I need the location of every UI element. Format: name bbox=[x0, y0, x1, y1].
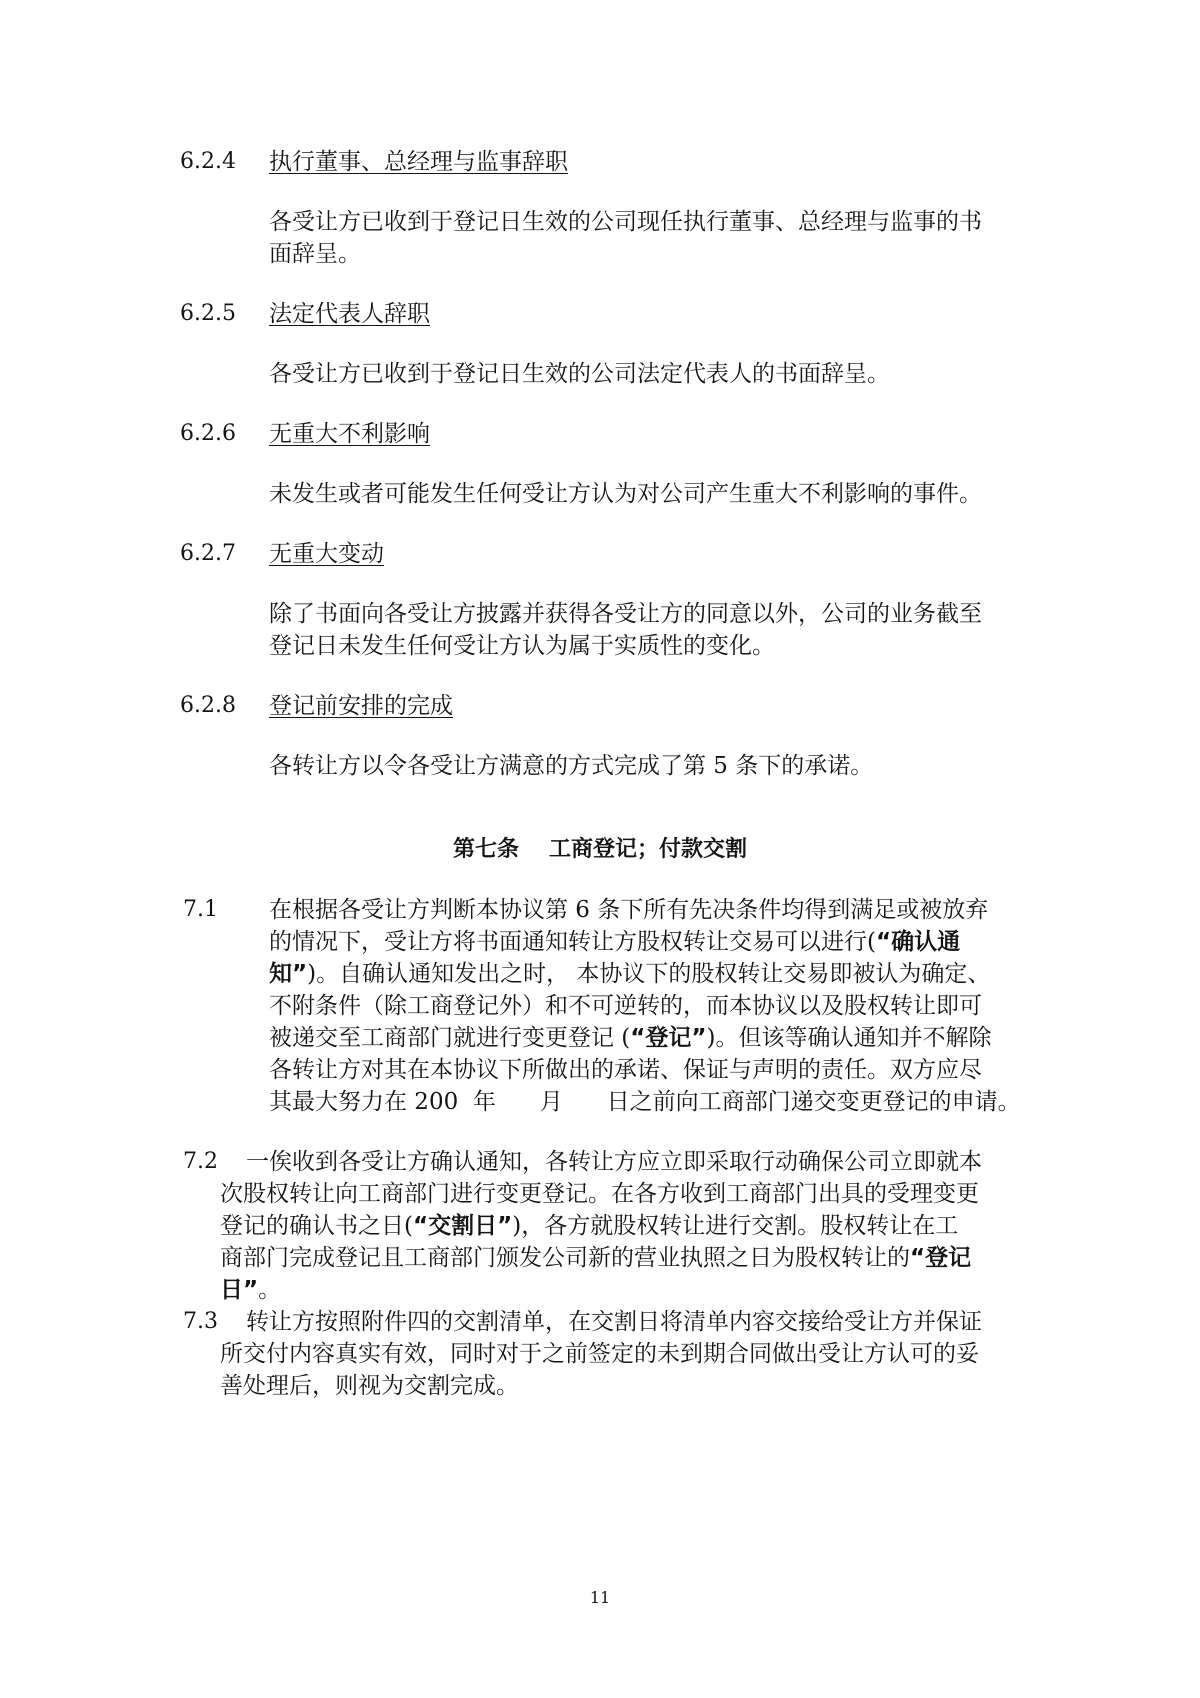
paragraph-line bbox=[269, 958, 990, 990]
text-run: )。但该等确认通知并不解除 bbox=[706, 1025, 992, 1051]
paragraph-line: 各受让方已收到于登记日生效的公司法定代表人的书面辞呈。 bbox=[269, 361, 890, 387]
paragraph-line: 各受让方已收到于登记日生效的公司现任执行董事、总经理与监事的书 bbox=[269, 209, 982, 235]
defined-term: “登记 bbox=[910, 1245, 972, 1271]
section-number: 6.2.8 bbox=[180, 693, 236, 718]
section-title: 无重大变动 bbox=[269, 541, 384, 567]
section-title: 执行董事、总经理与监事辞职 bbox=[269, 149, 568, 175]
paragraph-line bbox=[269, 926, 960, 958]
page-number: 11 bbox=[589, 1588, 611, 1607]
paragraph-line: 面辞呈。 bbox=[269, 241, 361, 267]
paragraph-line bbox=[220, 1210, 958, 1242]
clause-number: 7.3 bbox=[183, 1309, 218, 1334]
paragraph-line: 未发生或者可能发生任何受让方认为对公司产生重大不利影响的事件。 bbox=[269, 481, 982, 507]
paragraph-line: 次股权转让向工商部门进行变更登记。在各方收到工商部门出具的受理变更 bbox=[220, 1181, 979, 1207]
paragraph-line bbox=[220, 1274, 281, 1306]
paragraph-line: 转让方按照附件四的交割清单，在交割日将清单内容交接给受让方并保证 bbox=[246, 1309, 982, 1335]
article-title: 工商登记；付款交割 bbox=[549, 837, 748, 862]
section-title: 登记前安排的完成 bbox=[269, 693, 453, 719]
paragraph-line: 其最大努力在 200 年 月 日之前向工商部门递交变更登记的申请。 bbox=[269, 1089, 1021, 1115]
paragraph-line: 所交付内容真实有效，同时对于之前签定的未到期合同做出受让方认可的妥 bbox=[220, 1341, 979, 1367]
section-number: 6.2.7 bbox=[180, 541, 236, 566]
clause-number: 7.2 bbox=[183, 1149, 218, 1174]
text-run: 商部门完成登记且工商部门颁发公司新的营业执照之日为股权转让的 bbox=[220, 1245, 910, 1271]
section-title: 无重大不利影响 bbox=[269, 421, 430, 447]
section-number: 6.2.4 bbox=[180, 149, 236, 174]
paragraph-line: 一俟收到各受让方确认通知，各转让方应立即采取行动确保公司立即就本 bbox=[246, 1149, 982, 1175]
paragraph-line bbox=[220, 1242, 971, 1274]
paragraph-line: 除了书面向各受让方披露并获得各受让方的同意以外，公司的业务截至 bbox=[269, 601, 982, 627]
clause-number: 7.1 bbox=[183, 897, 218, 922]
text-run: )，各方就股权转让进行交割。股权转让在工 bbox=[512, 1213, 959, 1239]
paragraph-line: 登记日未发生任何受让方认为属于实质性的变化。 bbox=[269, 633, 775, 659]
text-run: 被递交至工商部门就进行变更登记 ( bbox=[269, 1025, 631, 1051]
section-number: 6.2.5 bbox=[180, 301, 236, 326]
defined-term: “确认通 bbox=[875, 929, 961, 955]
defined-term: 知” bbox=[269, 961, 308, 987]
text-run: 的情况下，受让方将书面通知转让方股权转让交易可以进行( bbox=[269, 929, 876, 955]
section-title: 法定代表人辞职 bbox=[269, 301, 430, 327]
paragraph-line: 善处理后，则视为交割完成。 bbox=[220, 1373, 519, 1399]
defined-term: 日” bbox=[220, 1277, 259, 1303]
text-run: 登记的确认书之日( bbox=[220, 1213, 413, 1239]
paragraph-line: 不附条件（除工商登记外）和不可逆转的，而本协议以及股权转让即可 bbox=[269, 993, 982, 1019]
defined-term: “交割日” bbox=[412, 1213, 513, 1239]
paragraph-line: 在根据各受让方判断本协议第 6 条下所有先决条件均得到满足或被放弃 bbox=[269, 897, 989, 923]
paragraph-line bbox=[269, 1022, 992, 1054]
paragraph-line: 各转让方对其在本协议下所做出的承诺、保证与声明的责任。双方应尽 bbox=[269, 1057, 982, 1083]
defined-term: “登记” bbox=[630, 1025, 707, 1051]
article-heading bbox=[0, 834, 1200, 866]
article-label: 第七条 bbox=[452, 837, 519, 862]
text-run: 。 bbox=[258, 1277, 282, 1303]
section-number: 6.2.6 bbox=[180, 421, 236, 446]
text-run: )。自确认通知发出之时， 本协议下的股权转让交易即被认为确定、 bbox=[307, 961, 991, 987]
paragraph-line: 各转让方以令各受让方满意的方式完成了第 5 条下的承诺。 bbox=[269, 753, 874, 779]
